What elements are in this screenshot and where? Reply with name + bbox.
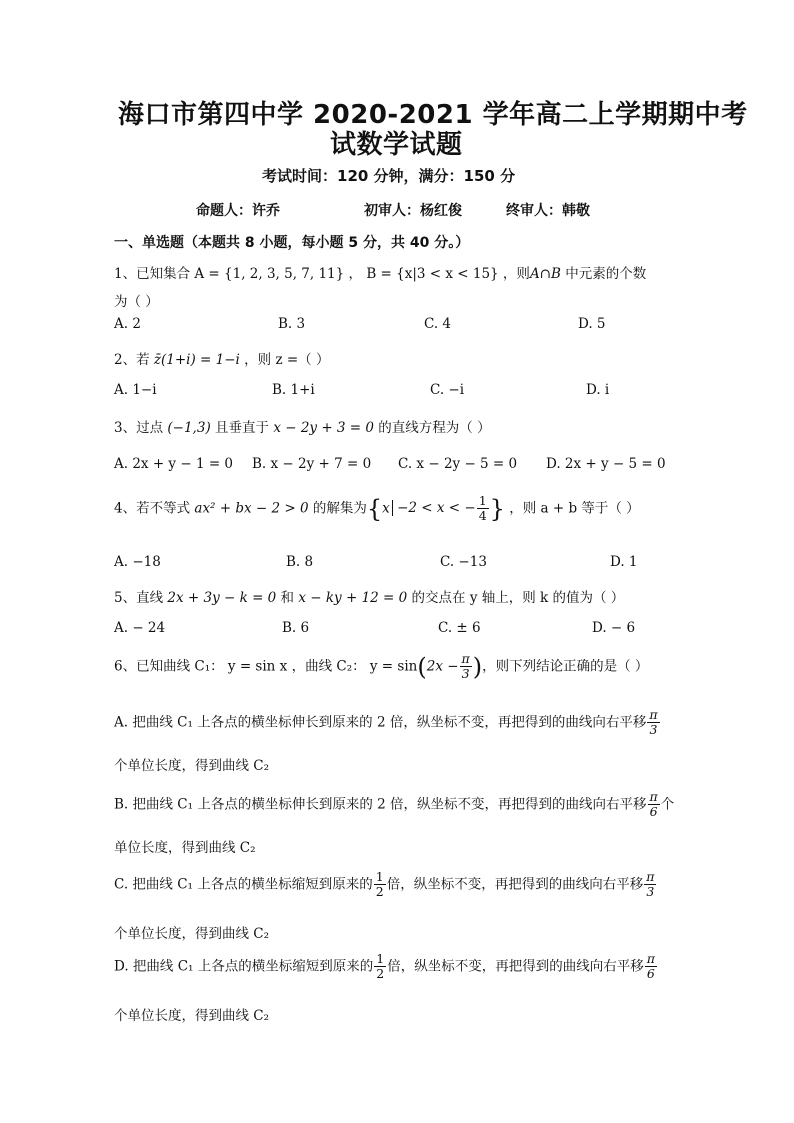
q6-optD-den: 6 (646, 966, 655, 982)
q4-text-c: ，则 a + b 等于（ ） (504, 500, 640, 517)
q6-optC-half (374, 870, 386, 900)
q6-optC-text: C. 把曲线 C₁ 上各点的横坐标缩短到原来的 (114, 876, 373, 893)
q6-frac-den: 3 (461, 666, 470, 682)
q4-frac-den: 4 (478, 508, 487, 524)
q6-option-c-line1 (114, 870, 657, 900)
q6-optD-text: D. 把曲线 C₁ 上各点的横坐标缩短到原来的 (114, 958, 374, 975)
q1-option-a: A. 2 (114, 316, 141, 332)
q1-option-c: C. 4 (424, 316, 452, 332)
q6-optB-fraction (648, 790, 660, 820)
q6-optD-hnum: 1 (376, 951, 385, 966)
q6-optD-mid: 倍，纵坐标不变，再把得到的曲线向右平移 (387, 958, 644, 975)
q6-optC-hden: 2 (375, 884, 384, 900)
q2-text-a: 2、若 (114, 352, 154, 368)
q2-math: z̄(1+i) = 1−i (153, 352, 240, 368)
q6-option-b-line1 (114, 790, 674, 820)
q5-option-b: B. 6 (282, 620, 310, 636)
q6-text-a: 6、已知曲线 C₁： y = sin x ，曲线 C₂： y = sin (114, 658, 418, 675)
q5-text-c: 的交点在 y 轴上，则 k 的值为（ ） (407, 590, 625, 606)
q6-paren-text: 2x − (426, 658, 459, 675)
q3-option-c: C. x − 2y − 5 = 0 (398, 456, 518, 472)
q2-text-c: ，则 z =（ ） (239, 352, 330, 368)
q6-optD-num: π (646, 951, 655, 966)
q5-text-a: 5、直线 (114, 590, 168, 606)
q4-frac-num: 1 (478, 493, 487, 508)
final-reviewer: 终审人：韩敬 (506, 203, 590, 219)
question-2-stem (114, 348, 329, 368)
q5-option-a: A. − 24 (114, 620, 166, 636)
q4-option-c: C. −13 (440, 554, 487, 570)
q2-option-a: A. 1−i (114, 382, 157, 398)
q5-math-line1: 2x + 3y − k = 0 (167, 590, 277, 606)
q6-optB-tail: 个 (660, 796, 675, 813)
q6-optA-den: 3 (649, 722, 658, 738)
q5-option-d: D. − 6 (592, 620, 636, 636)
q6-option-c-line2: 个单位长度，得到曲线 C₂ (114, 926, 270, 942)
q1-text-a: 1、已知集合 A = {1, 2, 3, 5, 7, 11} ， B = {x|3 < x < 15} ，则 (114, 266, 530, 282)
q4-brace-right-icon: } (489, 494, 505, 523)
question-1-stem-line2: 为（ ） (114, 294, 159, 310)
q3-math-line: x − 2y + 3 = 0 (273, 420, 375, 436)
q6-option-d-line2: 个单位长度，得到曲线 C₂ (114, 1008, 270, 1024)
q3-option-a: A. 2x + y − 1 = 0 (114, 456, 234, 472)
q3-text-c: 的直线方程为（ ） (374, 420, 491, 436)
q4-set-fraction (477, 494, 489, 524)
q6-optA-text: A. 把曲线 C₁ 上各点的横坐标伸长到原来的 2 倍，纵坐标不变，再把得到的曲线向右平移 (114, 714, 647, 731)
q4-set-lhs: x (382, 500, 390, 517)
title-line-2: 试数学试题 (330, 130, 463, 160)
q3-text-a: 3、过点 (114, 420, 168, 436)
q4-set-mid: −2 < x < − (392, 500, 476, 517)
q2-option-c: C. −i (430, 382, 465, 398)
q4-option-a: A. −18 (114, 554, 161, 570)
q3-option-b: B. x − 2y + 7 = 0 (252, 456, 372, 472)
q6-optB-text: B. 把曲线 C₁ 上各点的横坐标伸长到原来的 2 倍，纵坐标不变，再把得到的曲线向右平移 (114, 796, 647, 813)
exam-info: 考试时间：120 分钟，满分：150 分 (262, 167, 516, 185)
q4-option-d: D. 1 (610, 554, 638, 570)
q4-text-a: 4、若不等式 (114, 500, 195, 517)
q6-optD-fraction (645, 952, 657, 982)
q3-text-b: 且垂直于 (210, 420, 274, 436)
q6-optA-fraction (647, 708, 659, 738)
q1-text-c: 中元素的个数 (560, 266, 647, 282)
q6-stem-fraction (460, 652, 472, 682)
q2-option-d: D. i (586, 382, 610, 398)
q3-math-point: (−1,3) (167, 420, 211, 436)
q5-option-c: C. ± 6 (438, 620, 481, 636)
setter: 命题人：许乔 (196, 203, 280, 219)
q5-math-line2: x − ky + 12 = 0 (298, 590, 408, 606)
q1-option-d: D. 5 (578, 316, 606, 332)
question-1-stem (114, 266, 646, 284)
question-3-stem (114, 416, 491, 436)
q4-text-b: 的解集为 (308, 500, 367, 517)
q5-text-b: 和 (276, 590, 299, 606)
q1-option-b: B. 3 (278, 316, 306, 332)
q4-brace-left-icon: { (366, 494, 383, 523)
q6-option-a-line2: 个单位长度，得到曲线 C₂ (114, 758, 270, 774)
q6-optC-hnum: 1 (375, 869, 384, 884)
q6-optB-den: 6 (649, 804, 658, 820)
section-heading: 一、单选题（本题共 8 小题，每小题 5 分，共 40 分。） (114, 235, 470, 251)
q6-frac-num: π (461, 651, 470, 666)
title-line-1: 海口市第四中学 2020-2021 学年高二上学期期中考 (118, 100, 748, 130)
q6-paren-right-icon: ) (472, 652, 483, 681)
question-6-stem (114, 652, 648, 682)
q6-optC-num: π (646, 869, 655, 884)
q6-optC-fraction (644, 870, 656, 900)
q6-optB-num: π (649, 789, 658, 804)
q6-text-c: ，则下列结论正确的是（ ） (482, 658, 649, 675)
q6-option-d-line1 (114, 952, 658, 982)
question-5-stem (114, 586, 624, 606)
q6-optA-num: π (649, 707, 658, 722)
q2-option-b: B. 1+i (272, 382, 315, 398)
q4-option-b: B. 8 (286, 554, 314, 570)
q6-paren-left-icon: ( (417, 652, 427, 681)
q6-optC-mid: 倍，纵坐标不变，再把得到的曲线向右平移 (386, 876, 644, 893)
question-4-stem (114, 494, 640, 524)
q6-option-a-line1 (114, 708, 661, 738)
q6-optD-hden: 2 (376, 966, 385, 982)
q1-math: A∩B (529, 266, 561, 282)
q4-math-inequality: ax² + bx − 2 > 0 (194, 500, 309, 517)
q3-option-d: D. 2x + y − 5 = 0 (546, 456, 666, 472)
q6-option-b-line2: 单位长度，得到曲线 C₂ (114, 840, 256, 856)
first-reviewer: 初审人：杨红俊 (364, 203, 462, 219)
q6-optC-den: 3 (646, 884, 655, 900)
q6-optD-half (374, 952, 386, 982)
